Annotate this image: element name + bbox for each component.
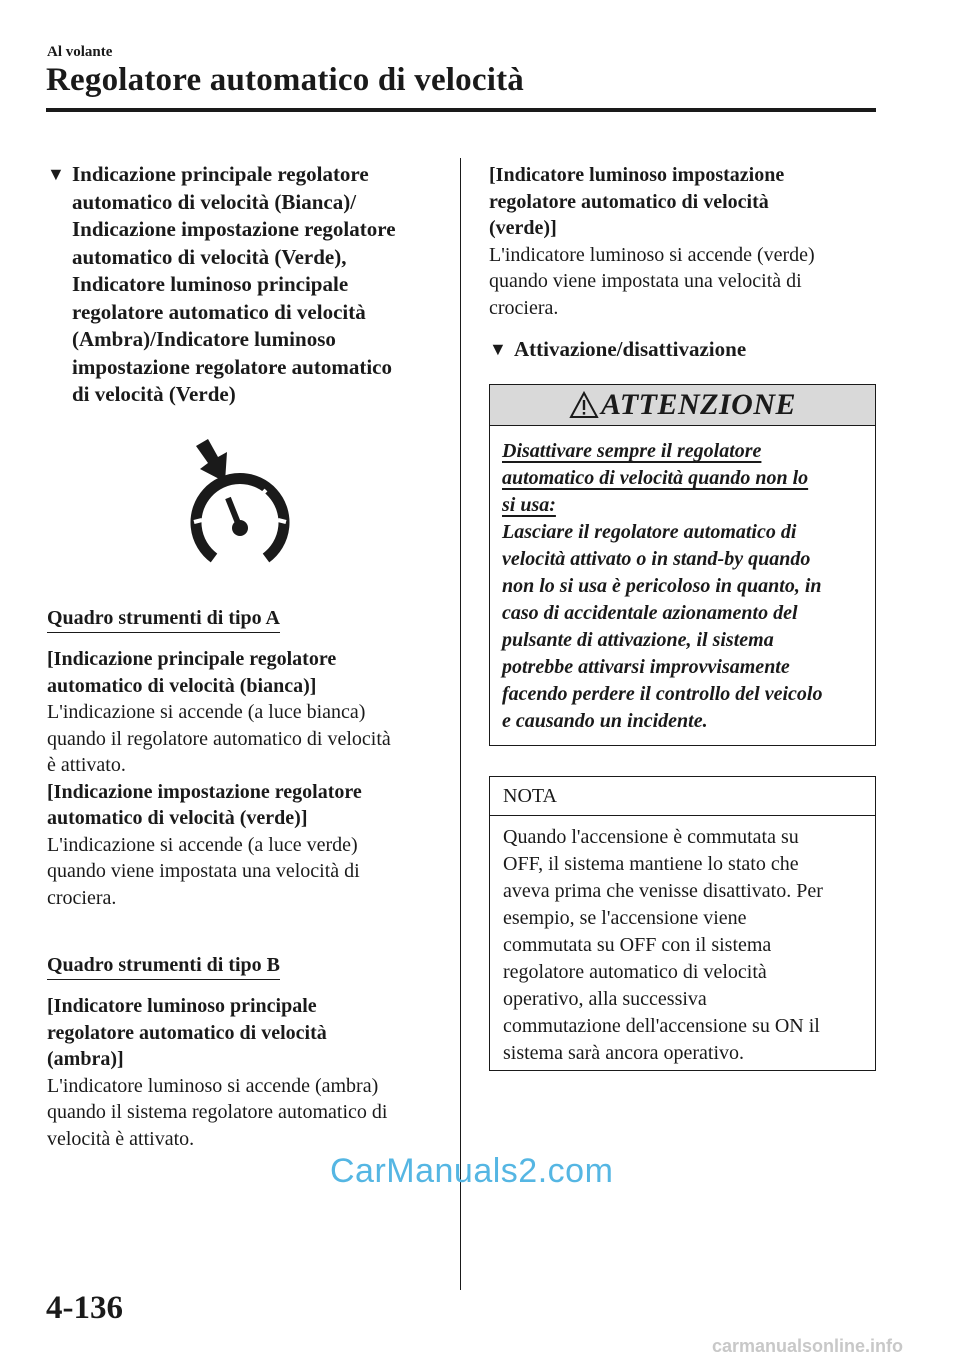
site-watermark: carmanualsonline.info [712, 1336, 904, 1356]
page-title: Regolatore automatico di velocità [46, 62, 524, 98]
text-line: crociera. [47, 886, 117, 909]
title-rule [46, 108, 876, 112]
label-line: [Indicatore luminoso principale [47, 995, 317, 1017]
warning-line: potrebbe attivarsi improvvisamente [502, 656, 790, 678]
note-line: commutazione dell'accensione su ON il [503, 1015, 820, 1037]
warning-line: caso di accidentale azionamento del [502, 602, 798, 624]
page-number: 4-136 [46, 1290, 123, 1326]
note-line: esempio, se l'accensione viene [503, 907, 747, 929]
label-line: (ambra)] [47, 1048, 124, 1070]
subheading-type-b: Quadro strumenti di tipo B [47, 952, 280, 980]
label-line: [Indicatore luminoso impostazione [489, 164, 785, 186]
warning-underlined-line: automatico di velocità quando non lo [502, 467, 809, 489]
note-line: Quando l'accensione è commutata su [503, 826, 799, 848]
warning-line: facendo perdere il controllo del veicolo [502, 683, 823, 705]
heading-line: di velocità (Verde) [72, 382, 236, 406]
warning-box [489, 384, 876, 746]
warning-line: Lasciare il regolatore automatico di [502, 521, 797, 543]
note-line: operativo, alla successiva [503, 988, 707, 1010]
note-line: commutata su OFF con il sistema [503, 934, 772, 956]
warning-line: pulsante di attivazione, il sistema [502, 629, 774, 651]
heading-line: Indicazione impostazione regolatore [72, 217, 396, 241]
label-line: (verde)] [489, 217, 557, 239]
warning-header [490, 385, 875, 426]
label-line: automatico di velocità (verde)] [47, 807, 308, 829]
cruise-control-icon [180, 436, 300, 568]
note-line: OFF, il sistema mantiene lo stato che [503, 853, 799, 875]
text-line: velocità è attivato. [47, 1127, 195, 1150]
section-heading-indicators [47, 161, 447, 409]
breadcrumb: Al volante [47, 44, 113, 60]
text-line: è attivato. [47, 754, 126, 776]
note-box [489, 776, 876, 1071]
heading-line: regolatore automatico di velocità [72, 299, 366, 324]
column-divider [460, 158, 461, 1290]
note-line: regolatore automatico di velocità [503, 961, 767, 983]
heading-line: automatico di velocità (Bianca)/ [72, 189, 357, 214]
triangle-bullet-icon: ▼ [47, 164, 65, 184]
text-line: quando il sistema regolatore automatico di [47, 1101, 388, 1123]
warning-triangle-icon [569, 391, 599, 419]
label-line: regolatore automatico di velocità [47, 1021, 327, 1044]
text-line: L'indicazione si accende (a luce bianca) [47, 701, 366, 723]
label-line: regolatore automatico di velocità [489, 190, 769, 213]
text-line: quando il regolatore automatico di velocità [47, 727, 391, 750]
note-title: NOTA [490, 777, 875, 816]
heading-line: (Ambra)/Indicatore luminoso [72, 327, 336, 351]
note-line: aveva prima che venisse disattivato. Per [503, 880, 823, 902]
label-line: automatico di velocità (bianca)] [47, 674, 317, 697]
type-a-content [47, 646, 452, 911]
note-line: sistema sarà ancora operativo. [503, 1042, 745, 1064]
text-line: L'indicazione si accende (a luce verde) [47, 833, 358, 856]
text-line: crociera. [489, 296, 559, 319]
text-line: L'indicatore luminoso si accende (verde) [489, 243, 815, 266]
heading-line: Indicatore luminoso principale [72, 272, 349, 296]
text-line: quando viene impostata una velocità di [47, 860, 360, 882]
warning-line: velocità attivato o in stand-by quando [502, 548, 811, 570]
subheading-type-a: Quadro strumenti di tipo A [47, 605, 280, 633]
heading-line: automatico di velocità (Verde), [72, 244, 347, 269]
warning-title: ATTENZIONE [600, 388, 797, 421]
text-line: L'indicatore luminoso si accende (ambra) [47, 1074, 379, 1097]
heading-line: impostazione regolatore automatico [72, 354, 392, 379]
note-body [490, 816, 875, 1067]
label-line: [Indicazione principale regolatore [47, 648, 337, 670]
section-heading-activation [489, 336, 879, 364]
green-indicator-content [489, 162, 879, 321]
warning-body [490, 426, 875, 735]
warning-underlined-line: si usa: [502, 494, 556, 516]
warning-line: e causando un incidente. [502, 710, 708, 732]
text-line: quando viene impostata una velocità di [489, 270, 802, 292]
heading-line: Indicazione principale regolatore [72, 162, 369, 186]
warning-underlined-line: Disattivare sempre il regolatore [502, 440, 762, 462]
watermark-text: CarManuals2.com [330, 1152, 614, 1190]
warning-line: non lo si usa è pericoloso in quanto, in [502, 575, 822, 597]
section-heading-text: Attivazione/disattivazione [514, 337, 747, 361]
type-b-content [47, 993, 452, 1152]
triangle-bullet-icon: ▼ [489, 339, 507, 359]
label-line: [Indicazione impostazione regolatore [47, 780, 362, 803]
